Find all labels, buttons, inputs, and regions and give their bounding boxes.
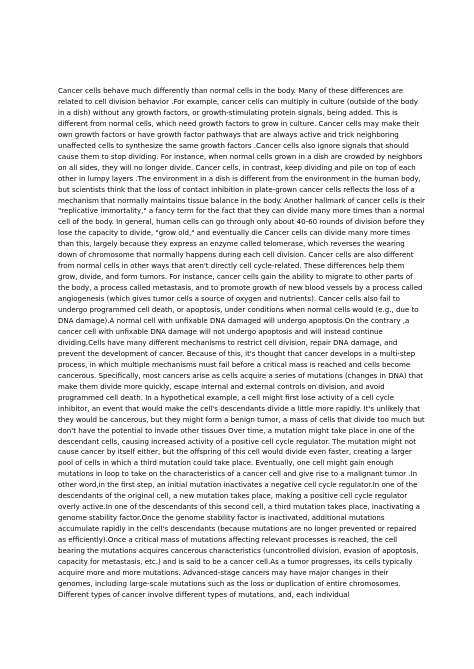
body-paragraph: Cancer cells behave much differently than normal cells in the body. Many of these differences are related to cell division behavior .For example, cancer cells can multiply in culture (outside of the body in a dish) without any growth factors, or growth-stimulating protein signals, being added. This is different from normal cells, which need growth factors to grow in culture. Cancer cells may make their own growth factors or have growth factor pathways that are always active and trick neighboring unaffected cells to synthesize the same growth factors .Cancer cells also ignore signals that should cause them to stop dividing. For instance, when normal cells grown in a dish are crowded by neighbors on all sides, they will no longer divide. Cancer cells, in contrast, keep dividing and pile on top of each other in lumpy layers .The environment in a dish is different from the environment in the human body, but scientists think that the loss of contact inhibition in plate-grown cancer cells reflects the loss of a mechanism that normally maintains tissue balance in the body. Another hallmark of cancer cells is their "replicative immortality," a fancy term for the fact that they can divide many more times than a normal cell of the body. In general, human cells can go through only about 40-60 rounds of division before they lose the capacity to divide, "grow old," and eventually die Cancer cells can divide many more times than this, largely because they express an enzyme called telomerase, which reverses the wearing down of chromosome that normally happens during each cell division. Cancer cells are also different from normal cells in other ways that aren't directly cell cycle-related. These differences help them grow, divide, and form tumors. For instance, cancer cells gain the ability to migrate to other parts of the body, a process called metastasis, and to promote growth of new blood vessels by a process called angiogenesis (which gives tumor cells a source of oxygen and nutrients). Cancer cells also fail to undergo programmed cell death, or apoptosis, under conditions when normal cells would (e.g., due to DNA damage).A normal cell with unfixable DNA damaged will undergo apoptosis.On the contrary ,a cancer cell with unfixable DNA damage will not undergo apoptosis and will instead continue dividing.Cells have many different mechanisms to restrict cell division, repair DNA damage, and prevent the development of cancer. Because of this, it's thought that cancer develops in a multi-step process, in which multiple mechanisms must fail before a critical mass is reached and cells become cancerous. Specifically, most cancers arise as cells acquire a series of mutations (changes in DNA) that make them divide more quickly, escape internal and external controls on division, and avoid programmed cell death. In a hypothetical example, a cell might first lose activity of a cell cycle inhibitor, an event that would make the cell's descendants divide a little more rapidly. It's unlikely that they would be cancerous, but they might form a benign tumor, a mass of cells that divide too much but don't have the potential to invade other tissues Over time, a mutation might take place in one of the descendant cells, causing increased activity of a positive cell cycle regulator. The mutation might not cause cancer by itself either, but the offspring of this cell would divide even faster, creating a larger pool of cells in which a third mutation could take place. Eventually, one cell might gain enough mutations in loop to take on the characteristics of a cancer cell and give rise to a malignant tumor .In other word,in the first step, an initial mutation inactivates a negative cell cycle regulator.In one of the descendants of the original cell, a new mutation takes place, making a positive cell cycle regulator overly active.In one of the descendants of this second cell, a third mutation takes place, inactivating a genome stability factor.Once the genome stability factor is inactivated, additional mutations accumulate rapidly in the cell's descendants (because mutations are no longer prevented or repaired as efficiently).Once a critical mass of mutations affecting relevant processes is reached, the cell bearing the mutations acquires cancerous characteristics (uncontrolled division, evasion of apoptosis, capacity for metastasis, etc.) and is said to be a cancer cell.As a tumor progresses, its cells typically acquire more and more mutations. Advanced-stage cancers may have major changes in their genomes, including large-scale mutations such as the loss or duplication of entire chromosomes. Different types of cancer involve different types of mutations, and, each individual xyxy=(58,86,425,599)
